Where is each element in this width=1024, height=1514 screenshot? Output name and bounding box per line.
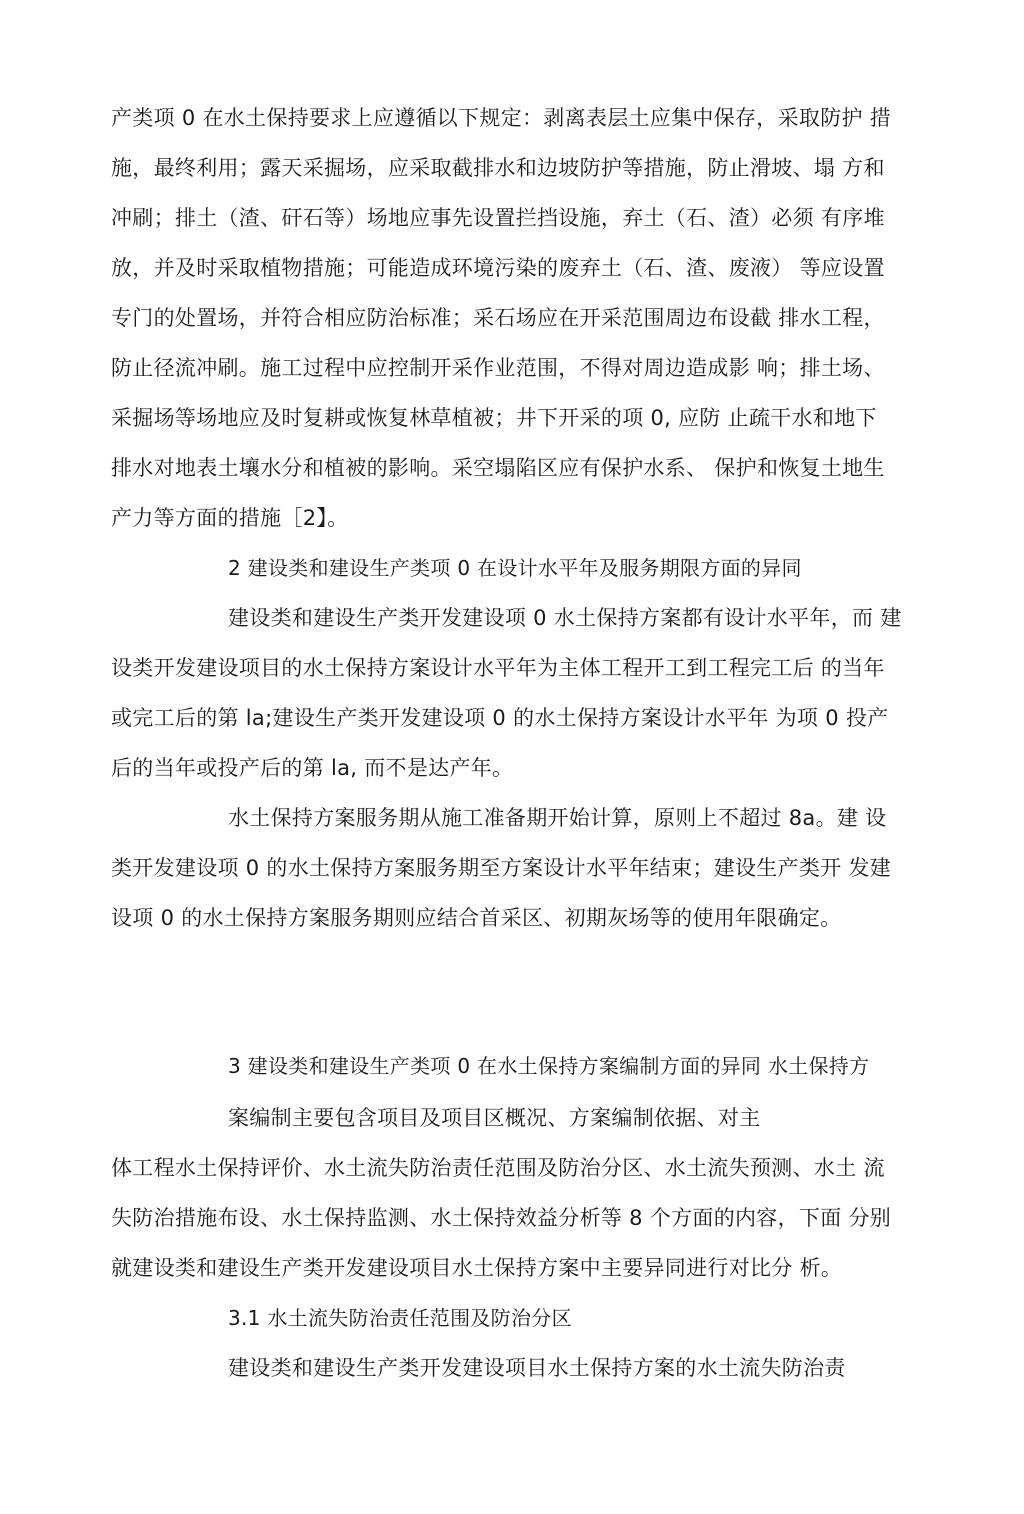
paragraph-line: 建设类和建设生产类开发建设项 0 水土保持方案都有设计水平年，而 建 [228,606,902,630]
paragraph-line: 就建设类和建设生产类开发建设项目水土保持方案中主要异同进行对比分 析。 [111,1256,843,1280]
paragraph-line: 后的当年或投产后的第 la, 而不是达产年。 [111,756,514,780]
paragraph-line: 防止径流冲刷。施工过程中应控制开采作业范围，不得对周边造成影 响；排土场、 [111,356,885,380]
paragraph-line: 施，最终利用；露天采掘场，应采取截排水和边坡防护等措施，防止滑坡、塌 方和 [111,156,885,180]
paragraph-line: 排水对地表土壤水分和植被的影响。采空塌陷区应有保护水系、 保护和恢复土地生 [111,456,885,480]
paragraph-line: 采掘场等场地应及时复耕或恢复林草植被；井下开采的项 0, 应防 止疏干水和地下 [111,406,877,430]
paragraph-line: 设类开发建设项目的水土保持方案设计水平年为主体工程开工到工程完工后 的当年 [111,656,885,680]
paragraph-line: 设项 0 的水土保持方案服务期则应结合首采区、初期灰场等的使用年限确定。 [111,906,842,930]
paragraph-line: 水土保持方案服务期从施工准备期开始计算，原则上不超过 8a。建 设 [228,806,887,830]
section-heading: 2 建设类和建设生产类项 0 在设计水平年及服务期限方面的异同 [228,556,802,580]
subsection-heading: 3.1 水土流失防治责任范围及防治分区 [228,1306,572,1330]
paragraph-line: 建设类和建设生产类开发建设项目水土保持方案的水土流失防治责 [228,1356,846,1380]
paragraph-line: 案编制主要包含项目及项目区概况、方案编制依据、对主 [228,1106,761,1130]
paragraph-line: 或完工后的第 la;建设生产类开发建设项 0 的水土保持方案设计水平年 为项 0 投产 [111,706,889,730]
paragraph-line: 类开发建设项 0 的水土保持方案服务期至方案设计水平年结束；建设生产类开 发建 [111,856,892,880]
paragraph-line: 产类项 0 在水土保持要求上应遵循以下规定：剥离表层土应集中保存，采取防护 措 [111,106,892,130]
paragraph-line: 产力等方面的措施［2】。 [111,506,349,530]
paragraph-line: 失防治措施布设、水土保持监测、水土保持效益分析等 8 个方面的内容，下面 分别 [111,1206,892,1230]
paragraph-line: 体工程水土保持评价、水土流失防治责任范围及防治分区、水土流失预测、水土 流 [111,1156,885,1180]
paragraph-line: 冲刷；排土（渣、矸石等）场地应事先设置拦挡设施，弃土（石、渣）必须 有序堆 [111,206,885,230]
paragraph-line: 放，并及时采取植物措施；可能造成环境污染的废弃土（石、渣、废液） 等应设置 [111,256,885,280]
section-heading: 3 建设类和建设生产类项 0 在水土保持方案编制方面的异同 水土保持方 [228,1054,870,1078]
paragraph-line: 专门的处置场，并符合相应防治标准；采石场应在开采范围周边布设截 排水工程， [111,306,885,330]
